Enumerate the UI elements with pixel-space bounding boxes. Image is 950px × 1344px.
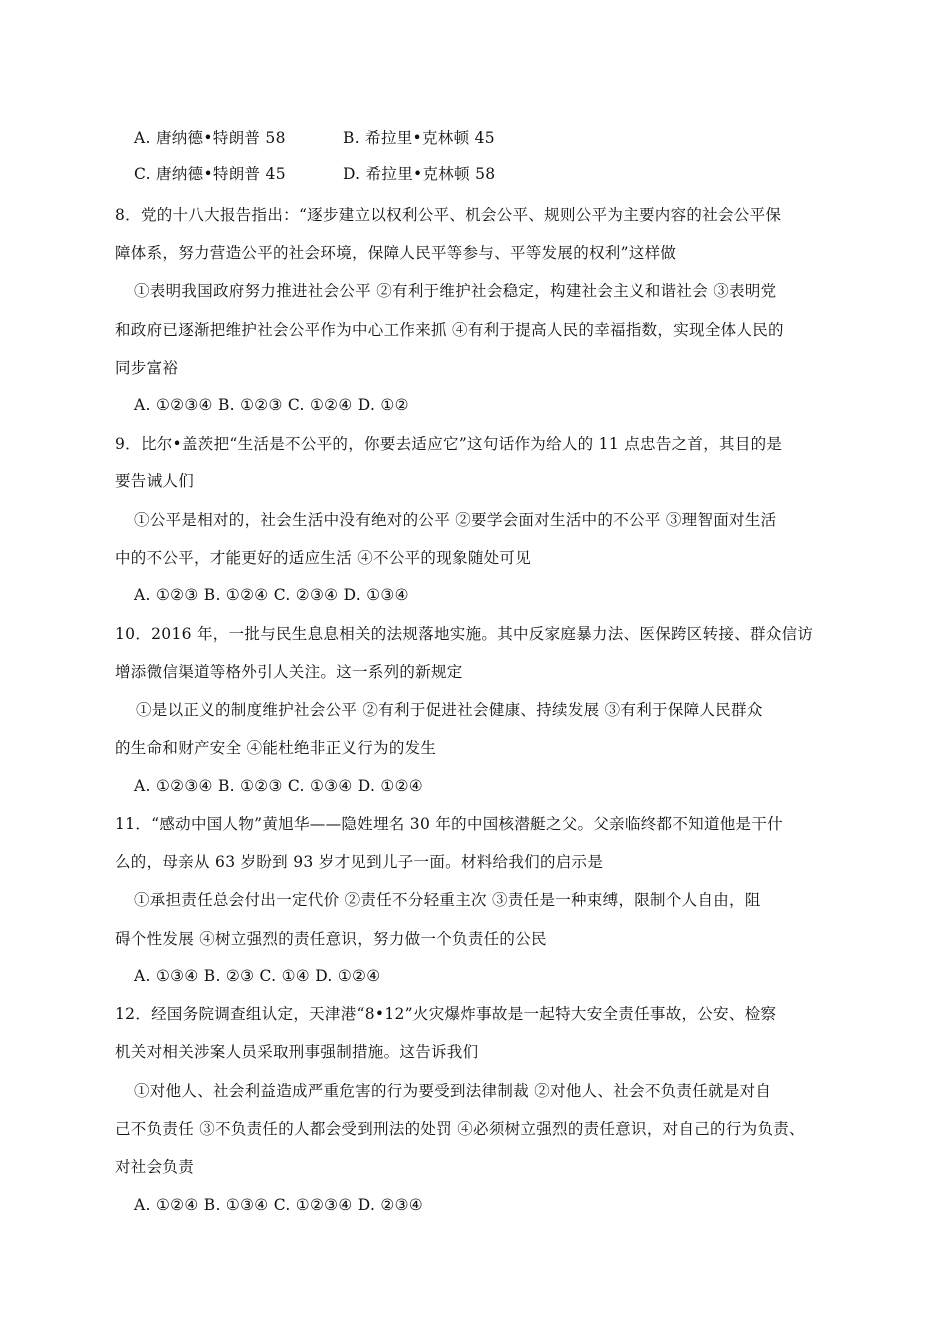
q7-option-c: C. 唐纳德•特朗普 45 bbox=[134, 165, 286, 183]
q8-stem-line-1: 8．党的十八大报告指出：“逐步建立以权利公平、机会公平、规则公平为主要内容的社会公平保 bbox=[115, 206, 782, 224]
q9-option-line-2: 中的不公平，才能更好的适应生活 ④不公平的现象随处可见 bbox=[115, 549, 532, 567]
q8-stem-line-2: 障体系，努力营造公平的社会环境，保障人民平等参与、平等发展的权利”这样做 bbox=[115, 244, 677, 262]
q9-answers: A. ①②③ B. ①②④ C. ②③④ D. ①③④ bbox=[134, 586, 409, 604]
q8-option-line-2: 和政府已逐渐把维护社会公平作为中心工作来抓 ④有利于提高人民的幸福指数，实现全体人民的 bbox=[115, 321, 784, 339]
q12-option-line-1: ①对他人、社会利益造成严重危害的行为要受到法律制裁 ②对他人、社会不负责任就是对自 bbox=[134, 1082, 772, 1100]
q11-option-line-1: ①承担责任总会付出一定代价 ②责任不分轻重主次 ③责任是一种束缚，限制个人自由，阻 bbox=[134, 891, 761, 909]
q7-option-b: B. 希拉里•克林顿 45 bbox=[343, 129, 495, 147]
q8-answers: A. ①②③④ B. ①②③ C. ①②④ D. ①② bbox=[134, 396, 409, 414]
q7-option-d: D. 希拉里•克林顿 58 bbox=[343, 165, 496, 183]
q11-answers: A. ①③④ B. ②③ C. ①④ D. ①②④ bbox=[134, 967, 381, 985]
q10-option-line-1: ①是以正义的制度维护社会公平 ②有利于促进社会健康、持续发展 ③有利于保障人民群众 bbox=[136, 701, 763, 719]
q12-stem-line-2: 机关对相关涉案人员采取刑事强制措施。这告诉我们 bbox=[115, 1043, 479, 1061]
q9-stem-line-1: 9．比尔•盖茨把“生活是不公平的，你要去适应它”这句话作为给人的 11 点忠告之首，其目的是 bbox=[115, 435, 783, 453]
q8-option-line-1: ①表明我国政府努力推进社会公平 ②有利于维护社会稳定，构建社会主义和谐社会 ③表明党 bbox=[134, 282, 777, 300]
q12-option-line-3: 对社会负责 bbox=[115, 1158, 195, 1176]
q11-option-line-2: 碍个性发展 ④树立强烈的责任意识，努力做一个负责任的公民 bbox=[115, 930, 547, 948]
q9-stem-line-2: 要告诫人们 bbox=[115, 472, 195, 490]
q9-option-line-1: ①公平是相对的，社会生活中没有绝对的公平 ②要学会面对生活中的不公平 ③理智面对生活 bbox=[134, 511, 777, 529]
q10-stem-line-2: 增添微信渠道等格外引人关注。这一系列的新规定 bbox=[115, 663, 463, 681]
q7-option-a: A. 唐纳德•特朗普 58 bbox=[134, 129, 286, 147]
q10-answers: A. ①②③④ B. ①②③ C. ①③④ D. ①②④ bbox=[134, 777, 424, 795]
q12-answers: A. ①②④ B. ①③④ C. ①②③④ D. ②③④ bbox=[134, 1196, 424, 1214]
q12-option-line-2: 己不负责任 ③不负责任的人都会受到刑法的处罚 ④必须树立强烈的责任意识，对自己的行为负责、 bbox=[115, 1120, 805, 1138]
q10-option-line-2: 的生命和财产安全 ④能杜绝非正义行为的发生 bbox=[115, 739, 437, 757]
q10-stem-line-1: 10．2016 年，一批与民生息息相关的法规落地实施。其中反家庭暴力法、医保跨区转接、群众信访 bbox=[115, 625, 814, 643]
q11-stem-line-2: 么的，母亲从 63 岁盼到 93 岁才见到儿子一面。材料给我们的启示是 bbox=[115, 853, 604, 871]
q8-option-line-3: 同步富裕 bbox=[115, 359, 179, 377]
q11-stem-line-1: 11．“感动中国人物”黄旭华——隐姓埋名 30 年的中国核潜艇之父。父亲临终都不知道他是干什 bbox=[115, 815, 783, 833]
q12-stem-line-1: 12．经国务院调查组认定，天津港“8•12”火灾爆炸事故是一起特大安全责任事故，公安、检察 bbox=[115, 1005, 777, 1023]
